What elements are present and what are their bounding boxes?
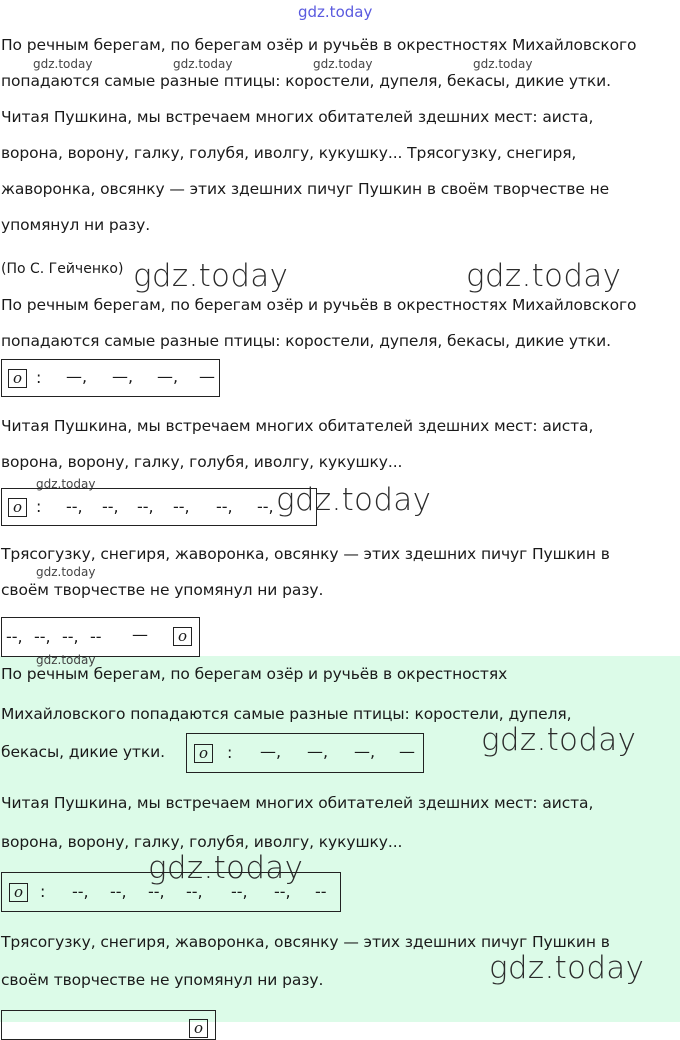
homogeneous-member: —,	[307, 742, 329, 761]
watermark-small: gdz.today	[36, 565, 96, 579]
watermark-small: gdz.today	[173, 57, 233, 71]
text-line: Михайловского попадаются самые разные птицы: коростели, дупеля,	[1, 705, 572, 723]
homogeneous-member: —,	[157, 367, 179, 386]
watermark-small: gdz.today	[36, 653, 96, 667]
text-line: Читая Пушкина, мы встречаем многих обитателей здешних мест: аиста,	[1, 417, 594, 435]
generalizing-word-box: о	[189, 1019, 208, 1038]
text-line: своём творчестве не упомянул ни разу.	[1, 971, 324, 989]
homogeneous-member: —,	[260, 742, 282, 761]
watermark-big: gdz.today	[276, 482, 432, 518]
watermark-big: gdz.today	[489, 950, 645, 986]
homogeneous-member: --	[90, 627, 102, 646]
homogeneous-member: --,	[66, 497, 83, 516]
text-line: жаворонка, овсянку — этих здешних пичуг Пушкин в своём творчестве не	[1, 180, 610, 198]
text-line: своём творчестве не упомянул ни разу.	[1, 581, 324, 599]
text-line: Трясогузку, снегиря, жаворонка, овсянку — этих здешних пичуг Пушкин в	[1, 933, 610, 951]
colon-symbol: :	[227, 743, 233, 762]
sentence-scheme-1	[1, 359, 220, 397]
watermark-big: gdz.today	[466, 258, 622, 294]
homogeneous-member: --,	[216, 497, 233, 516]
author-attribution: (По С. Гейченко)	[1, 261, 124, 277]
watermark-small: gdz.today	[36, 477, 96, 491]
answer-scheme-3	[1, 1010, 216, 1040]
text-line: упомянул ни разу.	[1, 216, 151, 234]
dash-symbol: —	[132, 625, 148, 644]
homogeneous-member: --,	[34, 627, 51, 646]
watermark-big: gdz.today	[133, 258, 289, 294]
text-line: ворона, ворону, галку, голубя, иволгу, кукушку...	[1, 453, 403, 471]
text-line: попадаются самые разные птицы: коростели, дупеля, бекасы, дикие утки.	[1, 332, 611, 350]
homogeneous-member: --,	[186, 882, 203, 901]
watermark-big: gdz.today	[481, 722, 637, 758]
sentence-scheme-2	[1, 488, 317, 526]
generalizing-word-box: о	[194, 744, 213, 763]
homogeneous-member: --,	[257, 497, 274, 516]
homogeneous-member: --,	[148, 882, 165, 901]
watermark-small: gdz.today	[33, 57, 93, 71]
generalizing-word-box: о	[173, 627, 192, 646]
homogeneous-member: —,	[112, 367, 134, 386]
text-line: По речным берегам, по берегам озёр и ручьёв в окрестностях	[1, 665, 508, 683]
generalizing-word-box: о	[9, 883, 28, 902]
homogeneous-member: --,	[6, 627, 23, 646]
text-line: По речным берегам, по берегам озёр и ручьёв в окрестностях Михайловского	[1, 296, 637, 314]
homogeneous-member: —	[399, 742, 415, 761]
colon-symbol: :	[36, 368, 42, 387]
homogeneous-member: --	[315, 882, 327, 901]
homogeneous-member: --,	[173, 497, 190, 516]
homogeneous-member: --,	[137, 497, 154, 516]
watermark-big: gdz.today	[148, 850, 304, 886]
homogeneous-member: —,	[354, 742, 376, 761]
text-line: Читая Пушкина, мы встречаем многих обитателей здешних мест: аиста,	[1, 108, 594, 126]
homogeneous-member: --,	[72, 882, 89, 901]
text-line: попадаются самые разные птицы: коростели, дупеля, бекасы, дикие утки.	[1, 72, 611, 90]
watermark-top: gdz.today	[298, 3, 373, 21]
homogeneous-member: --,	[102, 497, 119, 516]
text-line: бекасы, дикие утки.	[1, 743, 165, 761]
answer-scheme-2	[1, 872, 341, 912]
generalizing-word-box: о	[8, 369, 27, 388]
homogeneous-member: --,	[110, 882, 127, 901]
watermark-small: gdz.today	[313, 57, 373, 71]
text-line: ворона, ворону, галку, голубя, иволгу, кукушку... Трясогузку, снегиря,	[1, 144, 577, 162]
watermark-small: gdz.today	[473, 57, 533, 71]
text-line: По речным берегам, по берегам озёр и ручьёв в окрестностях Михайловского	[1, 36, 637, 54]
homogeneous-member: —	[199, 367, 215, 386]
sentence-scheme-3	[1, 617, 200, 657]
homogeneous-member: --,	[62, 627, 79, 646]
answer-scheme-1	[186, 733, 424, 773]
homogeneous-member: --,	[274, 882, 291, 901]
generalizing-word-box: о	[8, 498, 27, 517]
text-line: Трясогузку, снегиря, жаворонка, овсянку — этих здешних пичуг Пушкин в	[1, 545, 610, 563]
colon-symbol: :	[36, 497, 42, 516]
colon-symbol: :	[40, 882, 46, 901]
homogeneous-member: --,	[231, 882, 248, 901]
text-line: Читая Пушкина, мы встречаем многих обитателей здешних мест: аиста,	[1, 794, 594, 812]
text-line: ворона, ворону, галку, голубя, иволгу, кукушку...	[1, 833, 403, 851]
homogeneous-member: —,	[66, 367, 88, 386]
